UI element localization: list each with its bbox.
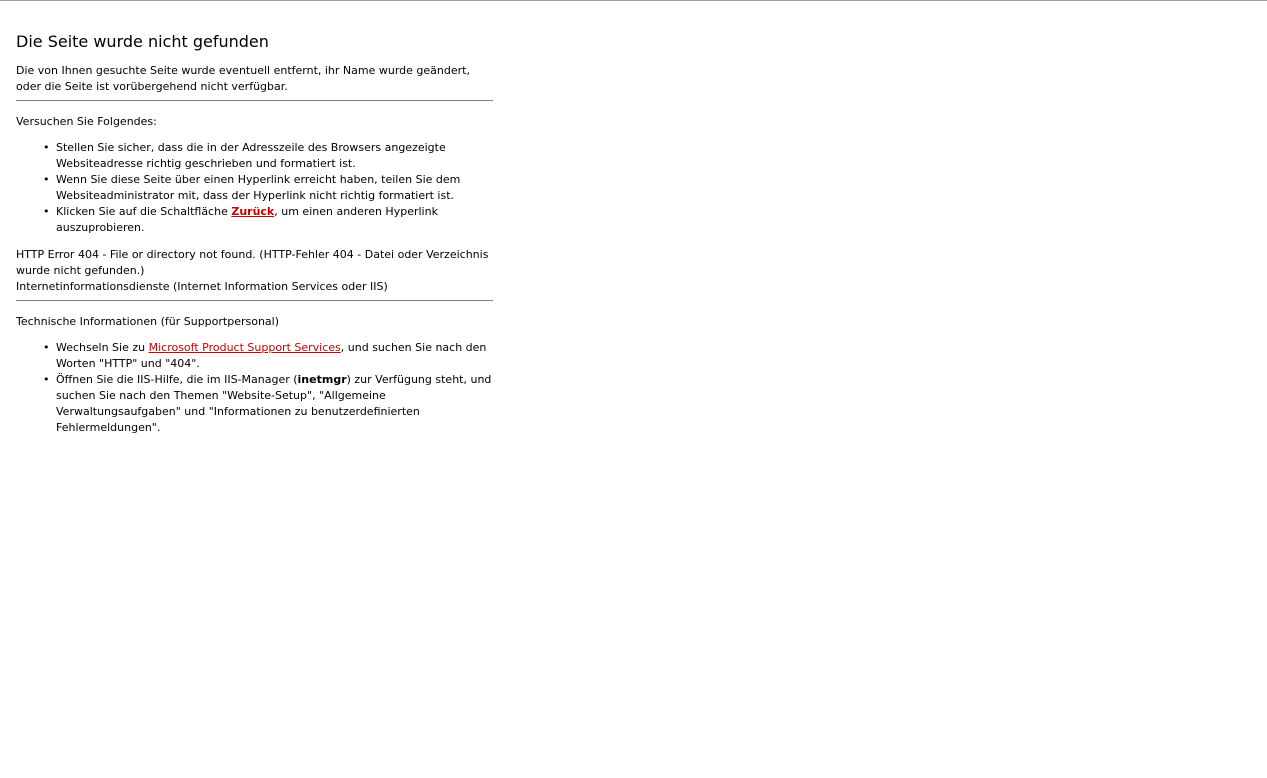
bullet-icon: • [43, 341, 50, 354]
tech-text-suffix: ) zur Verfügung steht, und suchen Sie nach den Themen "Website-Setup", "Allgemeine Verwaltungsaufgaben" und "Informationen zu benutzerdefinierten Fehlermeldungen". [56, 373, 492, 434]
divider-top [16, 100, 493, 101]
support-services-link[interactable]: Microsoft Product Support Services [148, 341, 341, 354]
tech-info-list [16, 340, 494, 436]
http-error-text: HTTP Error 404 - File or directory not found. (HTTP-Fehler 404 - Datei oder Verzeichnis wurde nicht gefunden.) [16, 248, 489, 277]
bullet-icon: • [43, 373, 50, 386]
suggestion-text-suffix: , um einen anderen Hyperlink auszuprobieren. [56, 205, 438, 234]
list-item [43, 172, 494, 204]
page-title: Die Seite wurde nicht gefunden [16, 32, 269, 51]
tech-text-suffix: , und suchen Sie nach den Worten "HTTP" und "404". [56, 341, 487, 370]
bullet-icon: • [43, 205, 50, 218]
tech-info-heading: Technische Informationen (für Supportpersonal) [16, 315, 280, 328]
inetmgr-command: inetmgr [297, 373, 347, 386]
tech-text-prefix: Öffnen Sie die IIS-Hilfe, die im IIS-Manager ( [56, 373, 298, 386]
intro-text: Die von Ihnen gesuchte Seite wurde eventuell entfernt, ihr Name wurde geändert, oder die Seite ist vorübergehend nicht verfügbar. [16, 64, 470, 93]
suggestion-text: Wenn Sie diese Seite über einen Hyperlink erreicht haben, teilen Sie dem Websiteadministrator mit, dass der Hyperlink nicht richtig formatiert ist. [56, 173, 461, 202]
suggestions-list [16, 140, 494, 236]
suggestion-text-prefix: Klicken Sie auf die Schaltfläche [56, 205, 232, 218]
divider-bottom [16, 300, 493, 301]
back-link[interactable]: Zurück [231, 205, 275, 218]
bullet-icon: • [43, 173, 50, 186]
tech-text-prefix: Wechseln Sie zu [56, 341, 149, 354]
iis-text: Internetinformationsdienste (Internet Information Services oder IIS) [16, 280, 388, 293]
list-item [43, 340, 494, 372]
try-heading: Versuchen Sie Folgendes: [16, 115, 157, 128]
error-page-content [16, 31, 494, 436]
list-item [43, 140, 494, 172]
suggestion-text: Stellen Sie sicher, dass die in der Adresszeile des Browsers angezeigte Websiteadresse richtig geschrieben und formatiert ist. [56, 141, 446, 170]
list-item [43, 204, 494, 236]
bullet-icon: • [43, 141, 50, 154]
list-item [43, 372, 494, 436]
top-border [0, 0, 1267, 1]
